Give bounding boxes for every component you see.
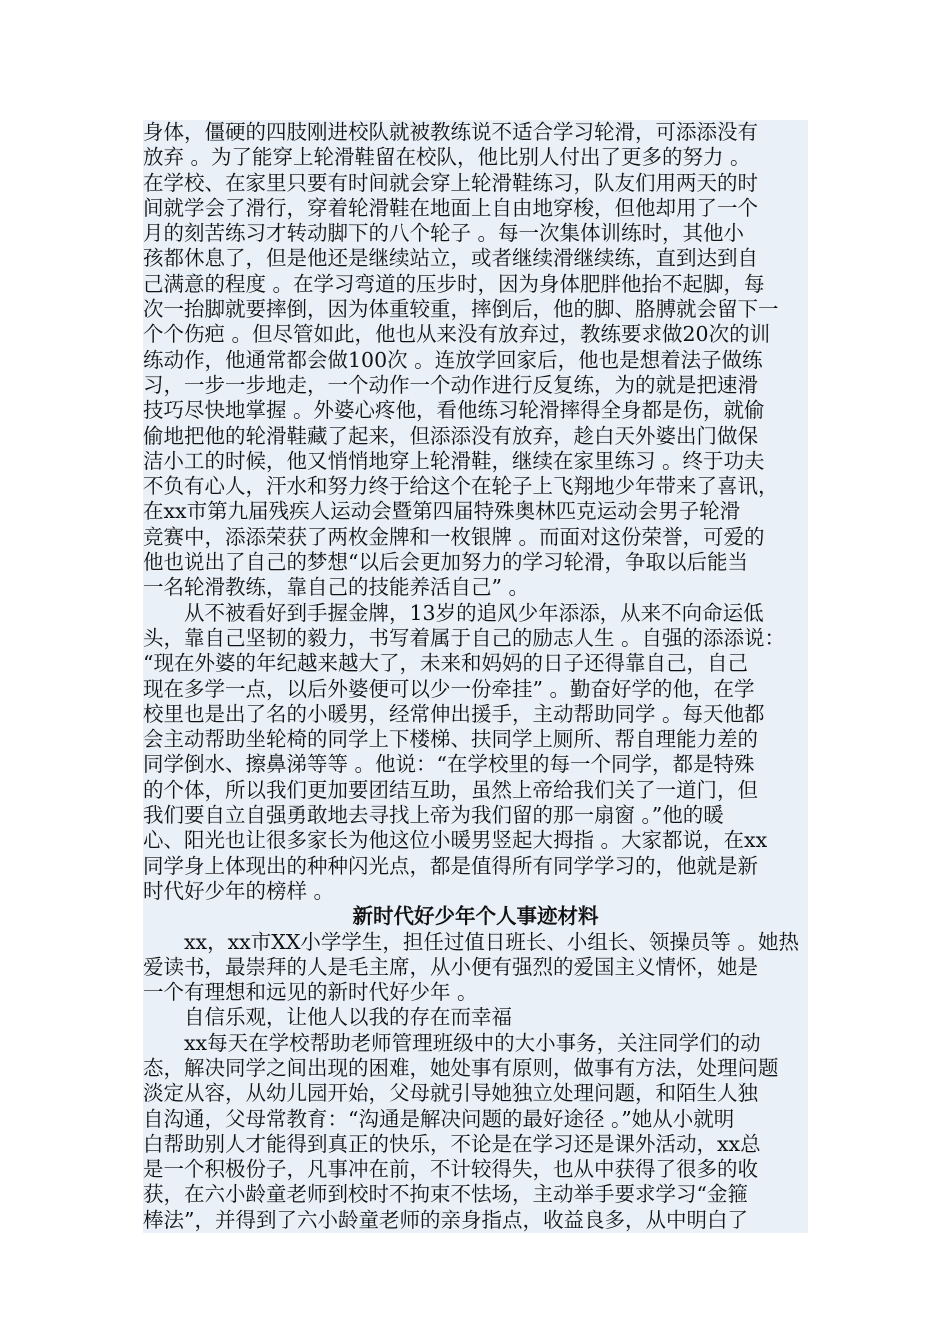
text-line: 头，靠自己坚韧的毅力，书写着属于自己的励志人生 。自强的添添说：	[143, 625, 786, 650]
text-line: 间就学会了滑行，穿着轮滑鞋在地面上自由地穿梭，但他却用了一个	[143, 195, 758, 220]
text-line: 白帮助别人才能得到真正的快乐，不论是在学习还是课外活动，xx总	[143, 1131, 761, 1156]
text-line: 习，一步一步地走，一个动作一个动作进行反复练，为的就是把速滑	[143, 372, 758, 397]
text-line: 会主动帮助坐轮椅的同学上下楼梯、扶同学上厕所、帮自理能力差的	[143, 727, 758, 752]
text-line: 身体，僵硬的四肢刚进校队就被教练说不适合学习轮滑，可添添没有	[143, 120, 758, 144]
text-line: xx每天在学校帮助老师管理班级中的大小事务，关注同学们的动	[143, 1030, 761, 1055]
text-line: 自沟通，父母常教育：“沟通是解决问题的最好途径 。”她从小就明	[143, 1106, 735, 1131]
text-line: 不负有心人，汗水和努力终于给这个在轮子上飞翔地少年带来了喜讯，	[143, 474, 779, 499]
text-line: 孩都休息了，但是他还是继续站立，或者继续滑继续练，直到达到自	[143, 246, 758, 271]
text-line: 他也说出了自己的梦想“以后会更加努力的学习轮滑，争取以后能当	[143, 550, 748, 575]
text-line: 的个体，所以我们更加要团结互助，虽然上帝给我们关了一道门，但	[143, 777, 758, 802]
document-body	[143, 120, 808, 1233]
text-line: 技巧尽快地掌握 。外婆心疼他，看他练习轮滑摔得全身都是伤，就偷	[143, 398, 765, 423]
text-line: 一名轮滑教练，靠自己的技能养活自己” 。	[143, 575, 529, 600]
text-line: 洁小工的时候，他又悄悄地穿上轮滑鞋，继续在家里练习 。终于功夫	[143, 448, 765, 473]
text-line: 现在多学一点，以后外婆便可以少一份牵挂” 。勤奋好学的他，在学	[143, 676, 755, 701]
text-line: 校里也是出了名的小暖男，经常伸出援手，主动帮助同学 。每天他都	[143, 701, 765, 726]
text-line: 从不被看好到手握金牌，13岁的追风少年添添，从来不向命运低	[143, 600, 764, 625]
text-line: 己满意的程度 。在学习弯道的压步时，因为身体肥胖他抬不起脚，每	[143, 271, 765, 296]
text-line: 在xx市第九届残疾人运动会暨第四届特殊奥林匹克运动会男子轮滑	[143, 499, 741, 524]
subheading-line: 自信乐观，让他人以我的存在而幸福	[143, 1005, 512, 1030]
text-line: 时代好少年的榜样 。	[143, 878, 335, 903]
text-line: 态，解决同学之间出现的困难，她处事有原则，做事有方法，处理问题	[143, 1055, 779, 1080]
text-line: 次一抬脚就要摔倒，因为体重较重，摔倒后，他的脚、胳膊就会留下一	[143, 297, 779, 322]
text-line: 爱读书，最崇拜的人是毛主席，从小便有强烈的爱国主义情怀，她是	[143, 954, 758, 979]
text-line: 月的刻苦练习才转动脚下的八个轮子 。每一次集体训练时，其他小	[143, 221, 745, 246]
text-line: 同学身上体现出的种种闪光点，都是值得所有同学学习的，他就是新	[143, 853, 758, 878]
text-line: 同学倒水、擦鼻涕等等 。他说：“在学校里的每一个同学，都是特殊	[143, 752, 755, 777]
text-line: 淡定从容，从幼儿园开始，父母就引导她独立处理问题，和陌生人独	[143, 1081, 758, 1106]
text-line: xx，xx市XX小学学生，担任过值日班长、小组长、领操员等 。她热	[143, 929, 799, 954]
text-line: 放弃 。为了能穿上轮滑鞋留在校队，他比别人付出了更多的努力 。	[143, 145, 751, 170]
text-line: 我们要自立自强勇敢地去寻找上帝为我们留的那一扇窗 。”他的暖	[143, 803, 724, 828]
text-line: 棒法”，并得到了六小龄童老师的亲身指点，收益良多，从中明白了	[143, 1207, 748, 1232]
text-line: “现在外婆的年纪越来越大了，未来和妈妈的日子还得靠自己，自己	[143, 651, 748, 676]
section-title: 新时代好少年个人事迹材料	[352, 904, 599, 929]
text-line: 获，在六小龄童老师到校时不拘束不怯场，主动举手要求学习“金箍	[143, 1182, 748, 1207]
text-line: 在学校、在家里只要有时间就会穿上轮滑鞋练习，队友们用两天的时	[143, 170, 758, 195]
text-line: 练动作，他通常都会做100次 。连放学回家后，他也是想着法子做练	[143, 347, 763, 372]
text-line: 是一个积极份子，凡事冲在前，不计较得失，也从中获得了很多的收	[143, 1157, 758, 1182]
text-line: 偷地把他的轮滑鞋藏了起来，但添添没有放弃，趁白天外婆出门做保	[143, 423, 758, 448]
text-line: 个个伤疤 。但尽管如此，他也从来没有放弃过，教练要求做20次的训	[143, 322, 771, 347]
text-line: 一个有理想和远见的新时代好少年 。	[143, 980, 478, 1005]
text-line: 心、阳光也让很多家长为他这位小暖男竖起大拇指 。大家都说，在xx	[143, 828, 768, 853]
text-line: 竞赛中，添添荣获了两枚金牌和一枚银牌 。而面对这份荣誉，可爱的	[143, 524, 765, 549]
